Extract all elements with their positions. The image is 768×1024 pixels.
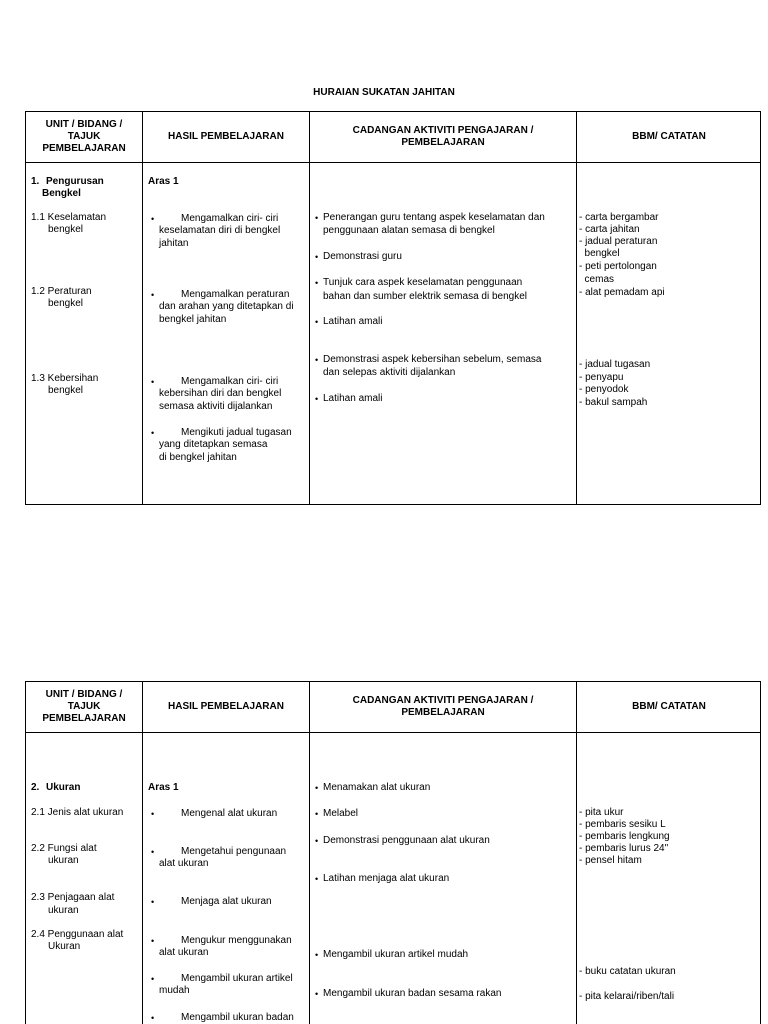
bullet: • <box>315 394 319 404</box>
bbm-item: - penyapu <box>579 372 624 383</box>
activity-item: Latihan amali <box>323 316 383 327</box>
bbm-item: - pembaris lengkung <box>579 831 670 842</box>
document-title: HURAIAN SUKATAN JAHITAN <box>313 87 455 98</box>
unit-main-title: Ukuran <box>46 782 81 793</box>
header-hasil: HASIL PEMBELAJARAN <box>168 131 284 142</box>
bbm-item: - carta jahitan <box>579 224 640 235</box>
bbm-item: - carta bergambar <box>579 212 659 223</box>
bullet: • <box>151 974 155 984</box>
bullet: • <box>151 1013 155 1023</box>
learning-outcome: Mengamalkan ciri- ciri keselamatan diri di bengkel jahitan <box>159 213 281 249</box>
bbm-item: - penyodok <box>579 384 629 395</box>
bullet: • <box>315 989 319 999</box>
activity-item: Menamakan alat ukuran <box>323 782 431 793</box>
learning-outcome: Mengamalkan ciri- ciri kebersihan diri dan bengkel semasa aktiviti dijalankan <box>159 376 282 412</box>
bullet: • <box>315 213 319 223</box>
subunit-title: ukuran <box>48 905 79 916</box>
activity-item: Demonstrasi guru <box>323 251 402 262</box>
learning-outcome: Mengukur menggunakan alat ukuran <box>159 935 292 959</box>
unit-main-title: Pengurusan <box>46 176 104 187</box>
subunit-title: 1.2 Peraturan <box>31 286 92 297</box>
activity-item: Latihan amali <box>323 393 383 404</box>
activity-item: Mengambil ukuran artikel mudah <box>323 949 469 960</box>
subunit-title: 1.1 Keselamatan <box>31 212 107 223</box>
column-divider <box>576 682 577 1024</box>
subunit-title: 2.1 Jenis alat ukuran <box>31 807 124 818</box>
learning-outcome: Mengenal alat ukuran <box>181 808 278 819</box>
header-cadangan: CADANGAN AKTIVITI PENGAJARAN / PEMBELAJARAN <box>352 695 534 718</box>
header-bbm: BBM/ CATATAN <box>632 131 706 142</box>
header-unit: UNIT / BIDANG / TAJUK PEMBELAJARAN <box>42 689 126 724</box>
header-unit: UNIT / BIDANG / TAJUK PEMBELAJARAN <box>42 119 126 154</box>
bbm-item: - pensel hitam <box>579 855 642 866</box>
bullet: • <box>315 836 319 846</box>
subunit-title: 2.3 Penjagaan alat <box>31 892 115 903</box>
activity-item: Demonstrasi aspek kebersihan sebelum, semasa <box>323 354 542 365</box>
bullet: • <box>315 809 319 819</box>
bbm-item: - alat pemadam api <box>579 287 665 298</box>
subunit-title: 2.4 Penggunaan alat <box>31 929 124 940</box>
activity-item: Tunjuk cara aspek keselamatan penggunaan <box>323 277 523 288</box>
bullet: • <box>151 214 155 224</box>
subunit-title: bengkel <box>48 385 84 396</box>
bbm-item: - pembaris sesiku L <box>579 819 666 830</box>
bullet: • <box>315 874 319 884</box>
subunit-title: Ukuran <box>48 941 81 952</box>
column-divider <box>576 112 577 504</box>
bullet: • <box>151 847 155 857</box>
syllabus-table-2 <box>25 681 761 1024</box>
bullet: • <box>315 278 319 288</box>
bullet: • <box>315 355 319 365</box>
bullet: • <box>315 252 319 262</box>
bbm-item: bengkel <box>579 248 620 259</box>
subunit-title: 2.2 Fungsi alat <box>31 843 97 854</box>
activity-item: Melabel <box>323 808 359 819</box>
learning-outcome: Mengikuti jadual tugasan yang ditetapkan semasa di bengkel jahitan <box>159 427 292 463</box>
header-bbm: BBM/ CATATAN <box>632 701 706 712</box>
bullet: • <box>151 428 155 438</box>
aras-label: Aras 1 <box>148 782 179 793</box>
bbm-item: - pembaris lurus 24" <box>579 843 669 854</box>
activity-item: Demonstrasi penggunaan alat ukuran <box>323 835 490 846</box>
bullet: • <box>151 377 155 387</box>
bullet: • <box>151 936 155 946</box>
bullet: • <box>151 809 155 819</box>
subunit-title: ukuran <box>48 855 79 866</box>
bullet: • <box>315 950 319 960</box>
learning-outcome: Mengambil ukuran badan <box>181 1012 294 1023</box>
activity-item: Mengambil ukuran badan sesama rakan <box>323 988 502 999</box>
bullet: • <box>151 897 155 907</box>
bbm-item: - buku catatan ukuran <box>579 966 676 977</box>
unit-main-number: 2. <box>31 782 40 793</box>
activity-item: bahan dan sumber elektrik semasa di bengkel <box>323 291 528 302</box>
bbm-item: - jadual tugasan <box>579 359 651 370</box>
bbm-item: - pita ukur <box>579 807 624 818</box>
bbm-item: - jadual peraturan <box>579 236 658 247</box>
bullet: • <box>315 783 319 793</box>
learning-outcome: Mengambil ukuran artikel mudah <box>159 973 293 997</box>
bullet: • <box>315 317 319 327</box>
bbm-item: - peti pertolongan <box>579 261 657 272</box>
column-divider <box>142 112 143 504</box>
learning-outcome: Menjaga alat ukuran <box>181 896 272 907</box>
unit-main-title: Bengkel <box>42 188 81 199</box>
subunit-title: 1.3 Kebersihan <box>31 373 99 384</box>
header-cadangan: CADANGAN AKTIVITI PENGAJARAN / PEMBELAJARAN <box>352 125 534 148</box>
column-divider <box>142 682 143 1024</box>
activity-item: Penerangan guru tentang aspek keselamatan dan <box>323 212 545 223</box>
syllabus-table-1 <box>25 111 761 505</box>
bbm-item: - pita kelarai/riben/tali <box>579 991 675 1002</box>
aras-label: Aras 1 <box>148 176 179 187</box>
header-hasil: HASIL PEMBELAJARAN <box>168 701 284 712</box>
learning-outcome: Mengamalkan peraturan dan arahan yang ditetapkan di bengkel jahitan <box>159 289 294 325</box>
activity-item: penggunaan alatan semasa di bengkel <box>323 225 495 236</box>
subunit-title: bengkel <box>48 298 84 309</box>
unit-main-number: 1. <box>31 176 40 187</box>
bullet: • <box>151 290 155 300</box>
subunit-title: bengkel <box>48 224 84 235</box>
activity-item: Latihan menjaga alat ukuran <box>323 873 450 884</box>
learning-outcome: Mengetahui pengunaan alat ukuran <box>159 846 287 870</box>
activity-item: dan selepas aktiviti dijalankan <box>323 367 456 378</box>
bbm-item: - bakul sampah <box>579 397 648 408</box>
header-divider <box>26 162 760 163</box>
header-divider <box>26 732 760 733</box>
bbm-item: cemas <box>579 274 615 285</box>
